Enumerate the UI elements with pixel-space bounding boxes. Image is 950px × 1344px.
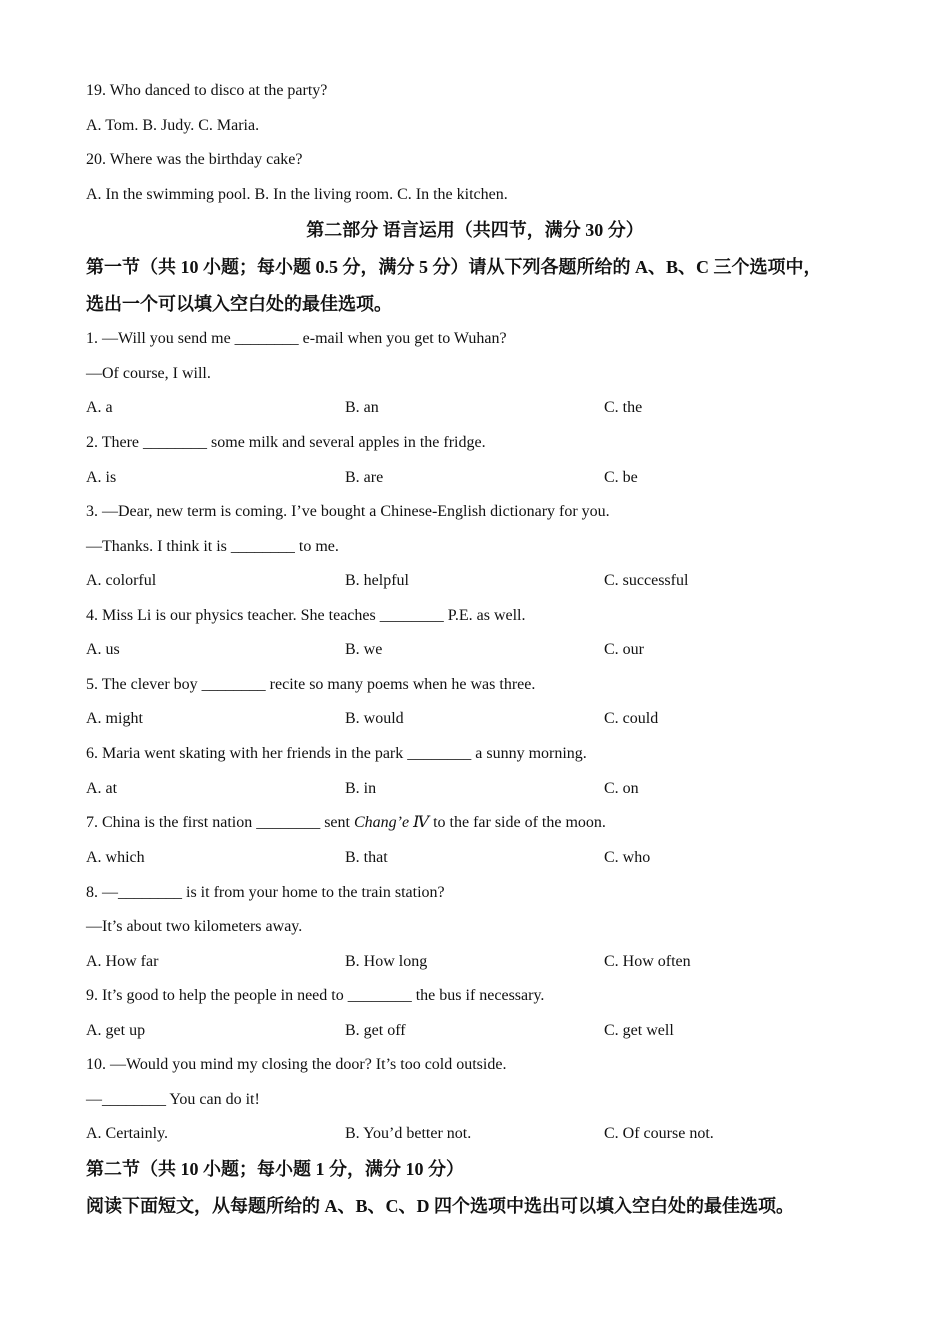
option-c: C. the (604, 399, 643, 416)
option-a: A. a (86, 399, 113, 416)
option-c: C. who (604, 849, 651, 866)
option-a: A. is (86, 469, 117, 486)
question-9-stem: 9. It’s good to help the people in need to ________ the bus if necessary. (86, 987, 545, 1004)
question-8-reply: —It’s about two kilometers away. (86, 918, 303, 935)
option-c: C. on (604, 780, 639, 797)
question-19-options: A. Tom. B. Judy. C. Maria. (86, 117, 260, 134)
option-c: C. get well (604, 1022, 674, 1039)
question-10-stem: 10. —Would you mind my closing the door? It’s too cold outside. (86, 1056, 507, 1073)
option-c: C. could (604, 710, 659, 727)
question-6-stem: 6. Maria went skating with her friends in the park ________ a sunny morning. (86, 745, 587, 762)
question-7-stem-prefix: 7. China is the first nation ________ sent (86, 814, 354, 831)
question-19-stem: 19. Who danced to disco at the party? (86, 82, 328, 99)
question-7-stem (86, 813, 606, 833)
option-b: B. in (345, 780, 377, 797)
question-4-stem: 4. Miss Li is our physics teacher. She teaches ________ P.E. as well. (86, 607, 526, 624)
option-a: A. us (86, 641, 120, 658)
question-1-reply: —Of course, I will. (86, 365, 211, 382)
section-two-title: 第二节（共 10 小题；每小题 1 分，满分 10 分） (86, 1159, 464, 1179)
option-a: A. How far (86, 953, 159, 970)
option-b: B. that (345, 849, 388, 866)
option-b: B. get off (345, 1022, 406, 1039)
question-8-stem: 8. —________ is it from your home to the train station? (86, 884, 445, 901)
question-1-stem: 1. —Will you send me ________ e-mail when you get to Wuhan? (86, 330, 507, 347)
question-3-stem: 3. —Dear, new term is coming. I’ve bought a Chinese-English dictionary for you. (86, 503, 610, 520)
question-3-reply: —Thanks. I think it is ________ to me. (86, 538, 339, 555)
section-two-instruction: 阅读下面短文，从每题所给的 A、B、C、D 四个选项中选出可以填入空白处的最佳选项。 (86, 1196, 794, 1216)
section-one-instruction-line2: 选出一个可以填入空白处的最佳选项。 (86, 294, 392, 314)
question-2-stem: 2. There ________ some milk and several apples in the fridge. (86, 434, 486, 451)
question-7-stem-italic: Chang’e Ⅳ (353, 814, 430, 831)
option-a: A. might (86, 710, 143, 727)
question-10-reply: —________ You can do it! (86, 1091, 260, 1108)
option-b: B. an (345, 399, 379, 416)
option-c: C. Of course not. (604, 1125, 714, 1142)
option-b: B. helpful (345, 572, 409, 589)
option-c: C. How often (604, 953, 691, 970)
option-b: B. You’d better not. (345, 1125, 472, 1142)
part-two-title: 第二部分 语言运用（共四节，满分 30 分） (306, 220, 644, 240)
option-c: C. our (604, 641, 644, 658)
option-a: A. get up (86, 1022, 146, 1039)
option-c: C. successful (604, 572, 689, 589)
option-c: C. be (604, 469, 638, 486)
option-b: B. How long (345, 953, 428, 970)
question-20-options: A. In the swimming pool. B. In the living room. C. In the kitchen. (86, 186, 508, 203)
option-a: A. colorful (86, 572, 157, 589)
question-20-stem: 20. Where was the birthday cake? (86, 151, 303, 168)
question-7-stem-suffix: to the far side of the moon. (429, 814, 606, 831)
option-b: B. would (345, 710, 404, 727)
option-a: A. Certainly. (86, 1125, 169, 1142)
question-5-stem: 5. The clever boy ________ recite so many poems when he was three. (86, 676, 536, 693)
option-b: B. are (345, 469, 384, 486)
option-a: A. which (86, 849, 145, 866)
section-one-instruction-line1: 第一节（共 10 小题；每小题 0.5 分，满分 5 分）请从下列各题所给的 A、B、C 三个选项中， (86, 257, 822, 277)
option-a: A. at (86, 780, 118, 797)
option-b: B. we (345, 641, 383, 658)
